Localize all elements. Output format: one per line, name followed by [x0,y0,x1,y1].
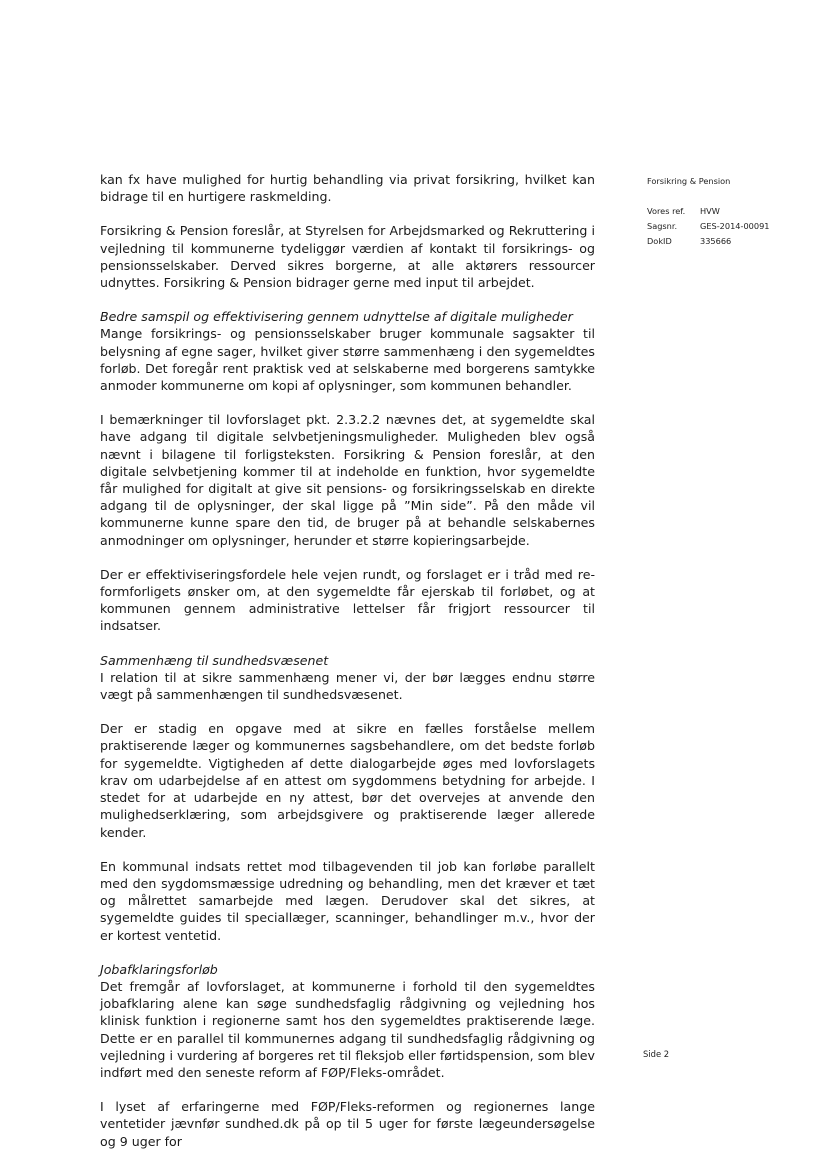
section-heading: Jobafklaringsforløb [100,961,218,977]
paragraph: I lyset af erfaringerne med FØP/Fleks-reformen og regionernes lange ventetider jævnfør sundhed.dk på op til 5 uger for første lægeundersøgelse og 9 uger for [100,1099,595,1149]
meta-value: GES-2014-00091 [700,221,770,231]
section-heading: Sammenhæng til sundhedsvæsenet [100,652,329,668]
meta-row-case-number [647,220,770,235]
meta-row-document-id [647,235,770,250]
meta-label: DokID [647,236,672,246]
meta-value: 335666 [700,236,732,246]
letter-sidebar [647,175,770,250]
paragraph: Der er effektiviseringsfordele hele vejen rundt, og forslaget er i tråd med reformforligets ønsker om, at den sygemeldte får ejerskab til forløbet, og at kommunen gennem administrative lettelser får frigjort ressourcer til indsatser. [100,566,595,634]
meta-label: Sagsnr. [647,221,678,231]
meta-value: HVW [700,206,720,216]
paragraph: I relation til at sikre sammenhæng mener vi, der bør lægges endnu større vægt på sammenhængen til sundhedsvæsenet. [100,669,595,703]
sender-organization: Forsikring & Pension [647,176,731,186]
meta-label: Vores ref. [647,206,686,216]
paragraph: kan fx have mulighed for hurtig behandling via privat forsikring, hvilket kan bidrage til en hurtigere raskmelding. [100,172,595,205]
paragraph: Mange forsikrings- og pensionsselskaber bruger kommunale sagsakter til belysning af egne sager, hvilket giver større sammenhæng i den sygemeldtes forløb. Det foregår rent praktisk ved at selskaberne med borgerens samtykke anmoder kommunerne om kopi af oplysninger, som kommunen behandler. [100,326,595,394]
paragraph: Der er stadig en opgave med at sikre en fælles forståelse mellem praktiserende læger og kommunernes sagsbehandlere, om det bedste forløb for sygemeldte. Vigtigheden af dette dialogarbejde øges med lovforslagets krav om udarbejdelse af en attest om sygdommens betydning for arbejde. I stedet for at udarbejde en ny attest, bør det overvejes at anvende den mulighedserklæring, som arbejdsgivere og praktiserende læger allerede kender. [100,721,595,840]
page-number: Side 2 [643,1049,670,1059]
meta-row-reference [647,205,770,220]
paragraph: I bemærkninger til lovforslaget pkt. 2.3.2.2 nævnes det, at sygemeldte skal have adgang til digitale selvbetjeningsmuligheder. Muligheden blev også nævnt i bilagene til forligsteksten. Forsikring & Pension foreslår, at den digitale selvbetjening kommer til at indeholde en funktion, hvor sygemeldte får mulighed for digitalt at give sit pensions- og forsikringsselskab en direkte adgang til de oplysninger, der skal ligge på ”Min side”. På den måde vil kommunerne kunne spare den tid, de bruger på at behandle selskabernes anmodninger om oplysninger, herunder et større kopieringsarbejde. [100,412,595,548]
section-heading: Bedre samspil og effektivisering gennem udnyttelse af digitale muligheder [100,309,573,325]
paragraph: Det fremgår af lovforslaget, at kommunerne i forhold til den sygemeldtes jobafklaring alene kan søge sundhedsfaglig rådgivning og vejledning hos klinisk funktion i regionerne samt hos den sygemeldtes praktiserende læge. Dette er en parallel til kommunernes adgang til sundhedsfaglig rådgivning og vejledning i vurdering af borgeres ret til fleksjob eller førtidspension, som blev indført med den seneste reform af FØP/Fleks-området. [100,978,595,1080]
paragraph: Forsikring & Pension foreslår, at Styrelsen for Arbejdsmarked og Rekruttering i vejledning til kommunerne tydeliggør værdien af kontakt til forsikrings- og pensionsselskaber. Derved sikres borgerne, at alle aktørers ressourcer udnyttes. Forsikring & Pension bidrager gerne med input til arbejdet. [100,223,595,291]
letter-body [100,171,595,1167]
paragraph: En kommunal indsats rettet mod tilbagevenden til job kan forløbe parallelt med den sygdomsmæssige udredning og behandling, men det kræver et tæt og målrettet samarbejde med lægen. Derudover skal det sikres, at sygemeldte guides til speciallæger, scanninger, behandlinger m.v., hvor der er kortest ventetid. [100,858,595,943]
